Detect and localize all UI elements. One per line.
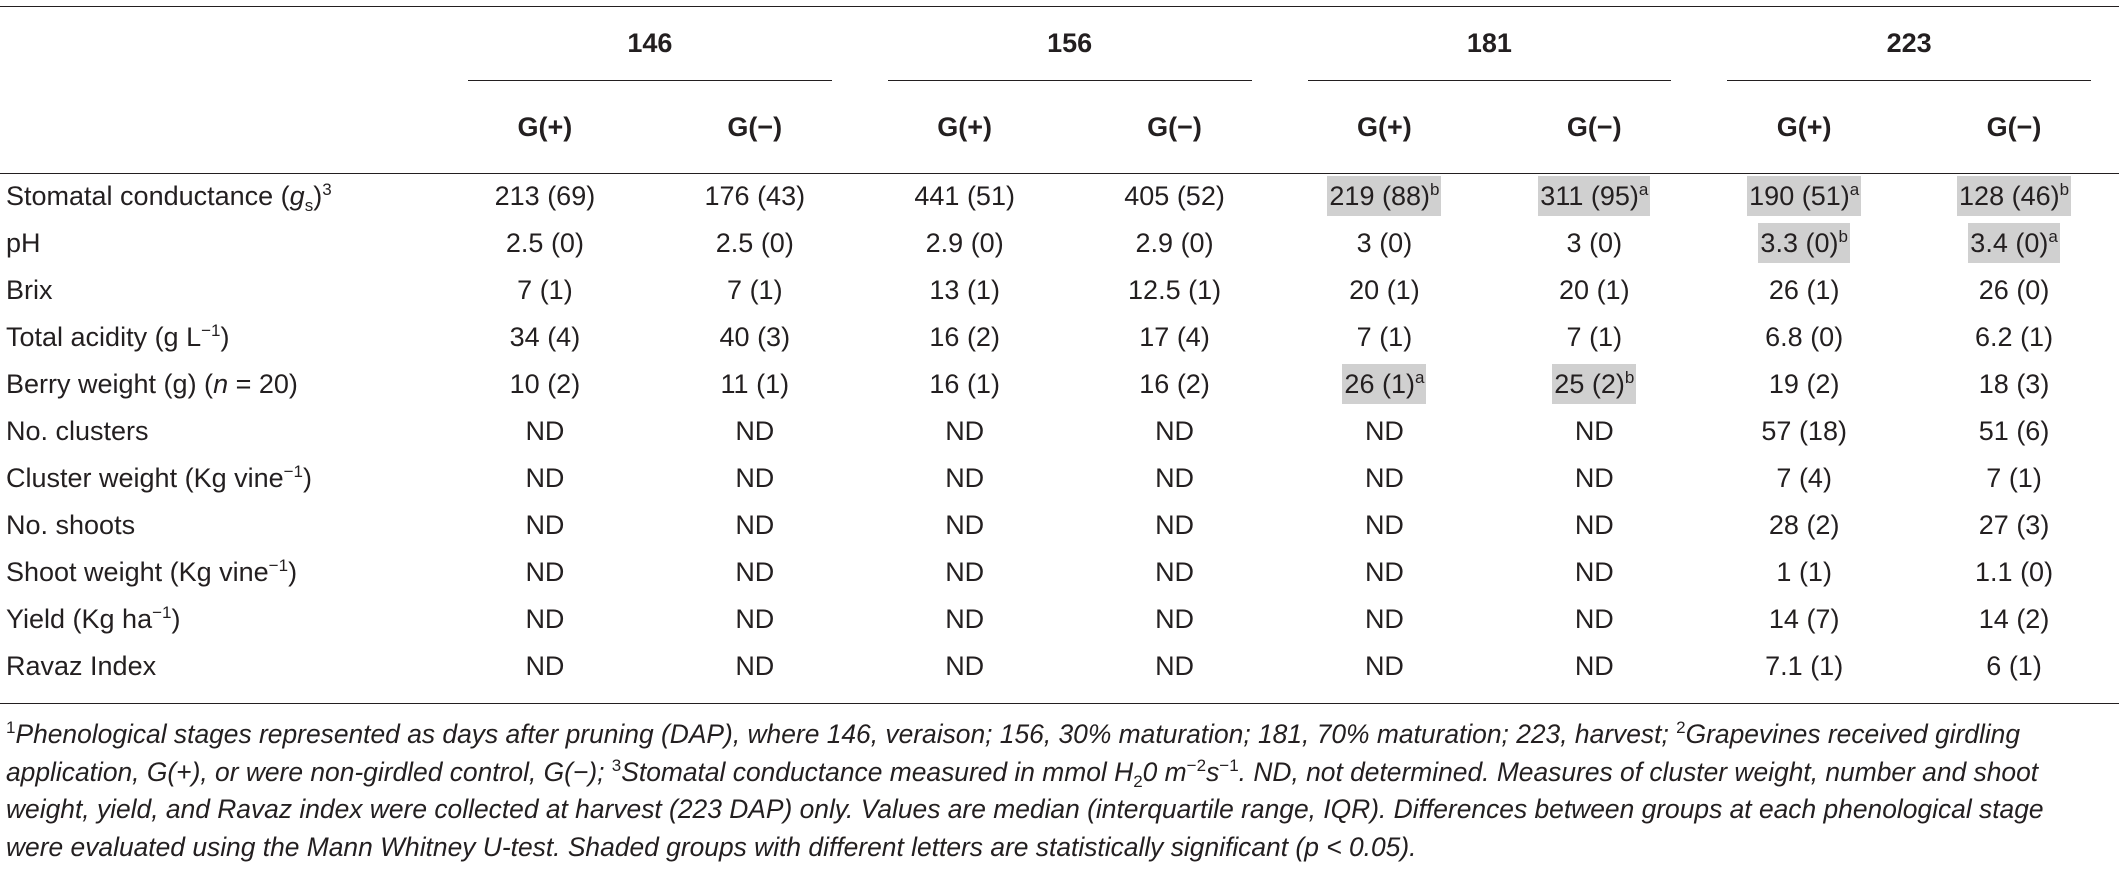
cell-value: 6.8 (0) (1765, 322, 1844, 352)
cell-value: 51 (6) (1978, 416, 2050, 446)
table-cell (860, 173, 1070, 220)
significance-letter: a (1849, 180, 1860, 199)
group-header: G(−) (727, 111, 783, 142)
row-label: No. shoots (6, 510, 136, 540)
corner-cell (0, 6, 440, 81)
cell-value: 27 (3) (1978, 510, 2050, 540)
shaded-value: 219 $(88)^b$ (1327, 176, 1441, 216)
cell-value: 57 (18) (1761, 416, 1847, 446)
table-cell (1909, 596, 2119, 643)
table-cell (1280, 643, 1490, 690)
cell-value: ND (1574, 463, 1614, 493)
table-cell (440, 455, 650, 502)
row-label: Total acidity (g $L^{-1}$) (6, 321, 230, 352)
cell-value: 7 (4) (1776, 463, 1832, 493)
cell-value: 6 (1) (1986, 651, 2042, 681)
cell-value: 405 (52) (1124, 181, 1225, 211)
cell-value: ND (1155, 510, 1195, 540)
cell-value: ND (525, 510, 565, 540)
table-cell (1909, 502, 2119, 549)
table-cell (440, 643, 650, 690)
table-cell (650, 408, 860, 455)
shaded-value: 25 $(2)^b$ (1552, 364, 1636, 404)
cell-value: ND (945, 416, 985, 446)
table-cell (1070, 502, 1280, 549)
table-cell (1699, 408, 1909, 455)
table-cell (860, 643, 1070, 690)
table-cell (1070, 408, 1280, 455)
shaded-value: 3.3 $(0)^b$ (1758, 223, 1850, 263)
table-cell (860, 549, 1070, 596)
stage-header-row (0, 6, 2119, 81)
cell-value: 18 (3) (1978, 369, 2050, 399)
row-label: Cluster weight (Kg vine$^{-1}$) (6, 462, 313, 493)
bottom-rule (0, 703, 2119, 704)
cell-value: 7 (1) (1986, 463, 2042, 493)
cell-value: ND (945, 510, 985, 540)
table-cell (1280, 361, 1490, 408)
group-header: G(+) (1776, 111, 1832, 142)
table-cell (1699, 643, 1909, 690)
table-cell (440, 314, 650, 361)
significance-letter: b (1838, 227, 1848, 246)
table-cell (1489, 220, 1699, 267)
table-cell (1699, 502, 1909, 549)
table-row (0, 361, 2119, 408)
table-cell (650, 549, 860, 596)
cell-value: ND (1364, 510, 1404, 540)
table-cell (440, 596, 650, 643)
table-row (0, 220, 2119, 267)
cell-value: 213 (69) (494, 181, 596, 211)
row-label: Ravaz Index (6, 651, 157, 681)
table-cell (440, 408, 650, 455)
table-cell (650, 455, 860, 502)
table-cell (650, 502, 860, 549)
cell-value: 7 (1) (1356, 322, 1413, 352)
table-cell (440, 173, 650, 220)
cell-value: 17 (4) (1139, 322, 1210, 352)
table-row (0, 173, 2119, 220)
group-header: G(−) (1566, 111, 1622, 142)
data-table (0, 6, 2119, 690)
table-cell (650, 361, 860, 408)
row-label: Berry weight (g) (n = 20) (6, 369, 298, 399)
significance-letter: b (1624, 368, 1635, 387)
table-cell (1489, 314, 1699, 361)
cell-value: ND (945, 651, 985, 681)
significance-letter: a (1638, 180, 1649, 199)
cell-value: ND (735, 463, 775, 493)
row-label: Shoot weight (Kg vine$^{-1}$) (6, 556, 298, 587)
table-cell (1280, 596, 1490, 643)
cell-value: 2.5 (0) (715, 228, 794, 258)
table-cell (1909, 267, 2119, 314)
cell-value: ND (1155, 416, 1195, 446)
cell-value: ND (1574, 651, 1614, 681)
table-cell (1280, 220, 1490, 267)
table-row (0, 596, 2119, 643)
cell-value: 16 (2) (929, 322, 1000, 352)
group-header: G(−) (1147, 111, 1202, 142)
table-cell (1280, 408, 1490, 455)
table-cell (1489, 643, 1699, 690)
table-cell (860, 267, 1070, 314)
shaded-value: 311 $(95)^a$ (1538, 176, 1650, 216)
table-cell (440, 267, 650, 314)
cell-value: ND (1364, 651, 1404, 681)
cell-value: 16 (1) (929, 369, 1000, 399)
table-cell (1909, 173, 2119, 220)
cell-value: ND (1364, 604, 1404, 634)
cell-value: 176 (43) (704, 181, 806, 211)
table-row (0, 502, 2119, 549)
table-cell (1699, 267, 1909, 314)
cell-value: 7 (1) (1566, 322, 1623, 352)
cell-value: ND (735, 416, 775, 446)
table-cell (1070, 643, 1280, 690)
table-cell (860, 502, 1070, 549)
cell-value: ND (1155, 604, 1195, 634)
table-cell (1699, 173, 1909, 220)
cell-value: 10 (2) (509, 369, 581, 399)
table-cell (1070, 173, 1280, 220)
cell-value: ND (1574, 557, 1614, 587)
cell-value: ND (525, 416, 565, 446)
table-cell (1489, 173, 1699, 220)
table-cell (1489, 596, 1699, 643)
cell-value: 26 (0) (1978, 275, 2050, 305)
cell-value: 34 (4) (509, 322, 581, 352)
table-cell (1070, 549, 1280, 596)
cell-value: 2.5 (0) (505, 228, 584, 258)
table-cell (1280, 173, 1490, 220)
table-cell (440, 549, 650, 596)
cell-value: ND (1364, 557, 1404, 587)
table-cell (1280, 267, 1490, 314)
cell-value: 14 (7) (1768, 604, 1840, 634)
cell-value: 12.5 (1) (1128, 275, 1222, 305)
table-cell (1070, 314, 1280, 361)
significance-letter: a (2048, 227, 2058, 246)
stage-header: 181 (1280, 6, 1700, 81)
table-cell (1489, 408, 1699, 455)
cell-value: ND (1574, 604, 1614, 634)
table-cell (650, 267, 860, 314)
significance-letter: a (1414, 368, 1425, 387)
table-cell (1909, 220, 2119, 267)
row-label: Stomatal conductance $(g_s)^3$ (6, 180, 332, 215)
cell-value: ND (1574, 510, 1614, 540)
cell-value: ND (1155, 651, 1195, 681)
shaded-value: 128 $(46)^b$ (1957, 176, 2071, 216)
table-cell (1070, 220, 1280, 267)
cell-value: 3 (0) (1356, 228, 1413, 258)
table-cell (1909, 361, 2119, 408)
significance-letter: b (2059, 180, 2070, 199)
cell-value: 7 (1) (517, 275, 573, 305)
table-cell (1280, 502, 1490, 549)
cell-value: 7.1 (1) (1765, 651, 1844, 681)
stage-header: 223 (1699, 6, 2119, 81)
table-cell (440, 502, 650, 549)
table-cell (1070, 361, 1280, 408)
table-cell (1909, 643, 2119, 690)
row-label: Brix (6, 275, 53, 305)
table-cell (860, 314, 1070, 361)
cell-value: 20 (1) (1349, 275, 1420, 305)
cell-value: ND (945, 604, 985, 634)
cell-value: ND (1155, 463, 1195, 493)
table-row (0, 455, 2119, 502)
table-row (0, 314, 2119, 361)
table-cell (1909, 455, 2119, 502)
table-cell (1070, 267, 1280, 314)
table-cell (650, 173, 860, 220)
table-cell (860, 455, 1070, 502)
table-cell (1699, 549, 1909, 596)
cell-value: 13 (1) (929, 275, 1000, 305)
table-cell (1909, 408, 2119, 455)
group-header: G(−) (1986, 111, 2042, 142)
cell-value: ND (735, 557, 775, 587)
table-cell (1280, 549, 1490, 596)
group-header-row (0, 81, 2119, 173)
cell-value: ND (525, 651, 565, 681)
table-cell (1070, 455, 1280, 502)
table-cell (1699, 314, 1909, 361)
table-cell (1489, 455, 1699, 502)
cell-value: 16 (2) (1139, 369, 1210, 399)
table-cell (860, 408, 1070, 455)
table-cell (1280, 314, 1490, 361)
table-cell (650, 314, 860, 361)
table-cell (1909, 549, 2119, 596)
shaded-value: 190 $(51)^a$ (1747, 176, 1861, 216)
corner-cell (0, 81, 440, 173)
table-row (0, 408, 2119, 455)
cell-value: ND (1364, 463, 1404, 493)
group-header: G(+) (517, 111, 573, 142)
cell-value: 2.9 (0) (1135, 228, 1214, 258)
row-label: No. clusters (6, 416, 149, 446)
significance-letter: b (1429, 180, 1440, 199)
cell-value: ND (1574, 416, 1614, 446)
table-cell (1489, 549, 1699, 596)
table-cell (1699, 455, 1909, 502)
stage-header: 146 (440, 6, 860, 81)
cell-value: 14 (2) (1978, 604, 2050, 634)
cell-value: 2.9 (0) (925, 228, 1004, 258)
table-cell (860, 596, 1070, 643)
table-cell (1699, 596, 1909, 643)
cell-value: ND (735, 651, 775, 681)
table-row (0, 643, 2119, 690)
group-header: G(+) (937, 111, 993, 142)
cell-value: ND (525, 557, 565, 587)
table-cell (1699, 220, 1909, 267)
cell-value: 1.1 (0) (1975, 557, 2054, 587)
table-cell (650, 643, 860, 690)
cell-value: 3 (0) (1566, 228, 1623, 258)
table-cell (1699, 361, 1909, 408)
cell-value: ND (1155, 557, 1195, 587)
cell-value: ND (735, 510, 775, 540)
table-cell (1489, 267, 1699, 314)
table-cell (860, 361, 1070, 408)
cell-value: 1 (1) (1776, 557, 1832, 587)
table-cell (440, 220, 650, 267)
table-row (0, 549, 2119, 596)
row-label: pH (6, 228, 41, 258)
table-cell (440, 361, 650, 408)
table-footnote: $^1$Phenological stages represented as days after pruning (DAP), where 146, veraison; 156, 30% maturation; 181, 70% maturation; 223, harvest; $^2$Grapevines received girdling application, G(+), or were non-girdled control, G(−); $^3$Stomatal conductance measured in mmol $H_20$ $m^{-2}s^{-1}$. ND, not determined. Measures of cluster weight, number and shoot weight, yield, and Ravaz index were collected at harvest (223 DAP) only. Values are median (interquartile range, IQR). Differences between groups at each phenological stage were evaluated using the Mann Whitney U-test. Shaded groups with different letters are statistically significant (p < 0.05). (6, 718, 2044, 862)
shaded-value: 26 $(1)^a$ (1342, 364, 1426, 404)
table-cell (650, 220, 860, 267)
cell-value: 19 (2) (1768, 369, 1840, 399)
cell-value: 40 (3) (719, 322, 791, 352)
cell-value: 441 (51) (914, 181, 1015, 211)
table-cell (1070, 596, 1280, 643)
cell-value: 11 (1) (720, 369, 790, 399)
table-cell (860, 220, 1070, 267)
cell-value: 28 (2) (1768, 510, 1840, 540)
table-cell (1909, 314, 2119, 361)
cell-value: ND (945, 557, 985, 587)
table-cell (1489, 361, 1699, 408)
table-row (0, 267, 2119, 314)
table-cell (1489, 502, 1699, 549)
table-cell (1280, 455, 1490, 502)
cell-value: ND (945, 463, 985, 493)
cell-value: 7 (1) (727, 275, 783, 305)
cell-value: 6.2 (1) (1975, 322, 2054, 352)
cell-value: 26 (1) (1768, 275, 1840, 305)
cell-value: ND (735, 604, 775, 634)
row-label: Yield (Kg $ha^{-1}$) (6, 603, 181, 634)
shaded-value: 3.4 $(0)^a$ (1968, 223, 2060, 263)
cell-value: 20 (1) (1559, 275, 1630, 305)
cell-value: ND (1364, 416, 1404, 446)
table-cell (650, 596, 860, 643)
cell-value: ND (525, 604, 565, 634)
group-header: G(+) (1357, 111, 1412, 142)
cell-value: ND (525, 463, 565, 493)
stage-header: 156 (860, 6, 1280, 81)
